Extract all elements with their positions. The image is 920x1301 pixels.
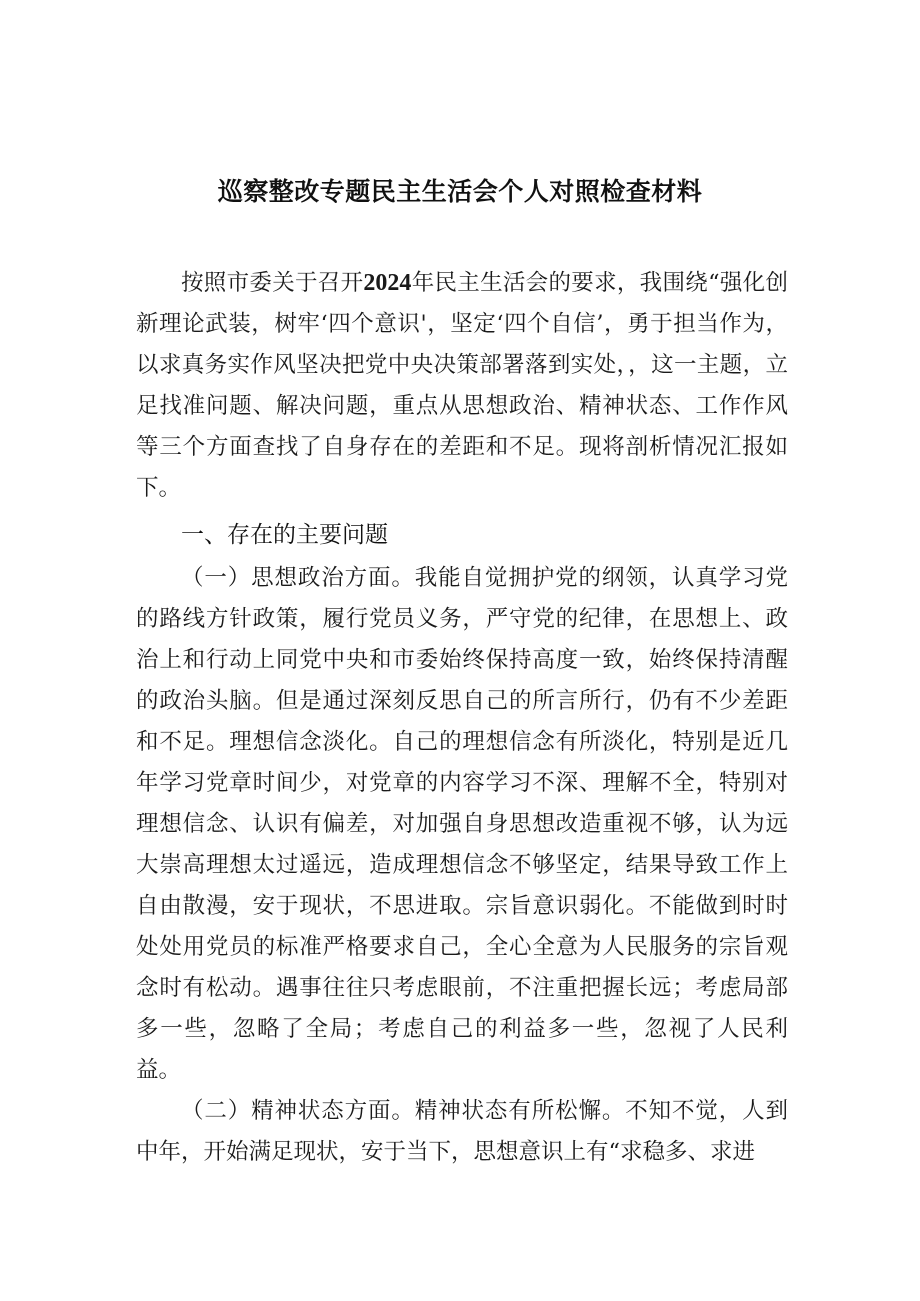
intro-year: 2024	[363, 270, 412, 296]
document-body	[136, 263, 788, 1173]
section-heading-problems: 一、存在的主要问题	[181, 522, 388, 548]
paragraph-ideological-political: （一）思想政治方面。我能自觉拥护党的纲领，认真学习党的路线方针政策，履行党员义务，严守党的纪律，在思想上、政治上和行动上同党中央和市委始终保持高度一致，始终保持清醒的政治头脑。但是通过深刻反思自己的所言所行，仍有不少差距和不足。理想信念淡化。自己的理想信念有所淡化，特别是近几年学习党章时间少，对党章的内容学习不深、理解不全，特别对理想信念、认识有偏差，对加强自身思想改造重视不够，认为远大崇高理想太过遥远，造成理想信念不够坚定，结果导致工作上自由散漫，安于现状，不思进取。宗旨意识弱化。不能做到时时处处用党员的标准严格要求自己，全心全意为人民服务的宗旨观念时有松动。遇事往往只考虑眼前，不注重把握长远；考虑局部多一些，忽略了全局；考虑自己的利益多一些，忽视了人民利益。	[136, 565, 788, 1083]
intro-paragraph	[136, 263, 788, 509]
intro-text-after-year: 年民主生活会的要求，我围绕“强化创新理论武装，树牢‘四个意识'，坚定‘四个自信’，勇于担当作为，以求真务实作风坚决把党中央决策部署落到实处，，这一主题，立足找准问题、解决问题，重点从思想政治、精神状态、工作作风等三个方面查找了自身存在的差距和不足。现将剖析情况汇报如下。	[136, 270, 788, 501]
intro-text-before-year: 按照市委关于召开	[181, 270, 364, 296]
document-title: 巡察整改专题民主生活会个人对照检查材料	[217, 177, 703, 206]
paragraph-mental-state: （二）精神状态方面。精神状态有所松懈。不知不觉，人到中年，开始满足现状，安于当下，思想意识上有“求稳多、求进	[136, 1098, 788, 1165]
